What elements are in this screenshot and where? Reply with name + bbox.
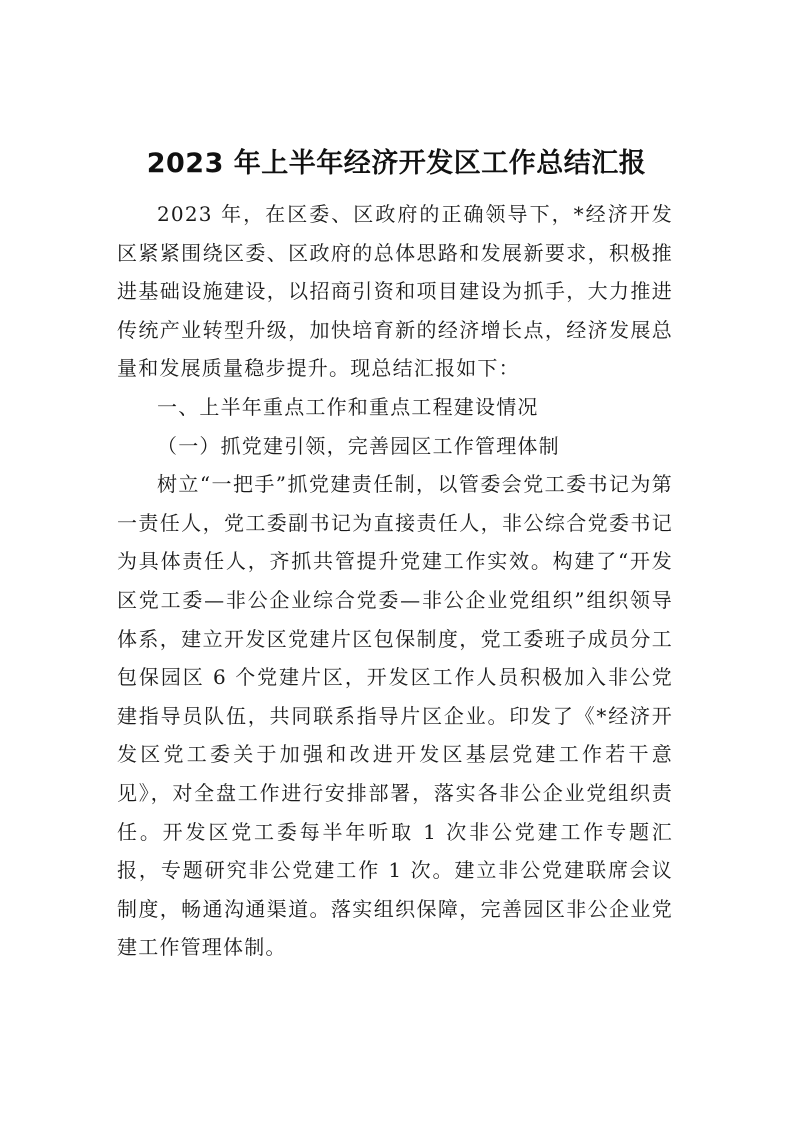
intro-paragraph: 2023 年，在区委、区政府的正确领导下，*经济开发区紧紧围绕区委、区政府的总体思路和发展新要求，积极推进基础设施建设，以招商引资和项目建设为抓手，大力推进传统产业转型升级，加快培育新的经济增长点，经济发展总量和发展质量稳步提升。现总结汇报如下： [117,202,673,381]
section-heading-1: 一、上半年重点工作和重点工程建设情况 [157,394,539,419]
document-body [117,195,673,967]
document-title: 2023 年上半年经济开发区工作总结汇报 [146,148,647,180]
subsection-heading-1: （一）抓党建引领，完善园区工作管理体制 [157,433,560,458]
body-paragraph: 树立“一把手”抓党建责任制，以管委会党工委书记为第一责任人，党工委副书记为直接责任人，非公综合党委书记为具体责任人，齐抓共管提升党建工作实效。构建了“开发区党工委—非公企业综合党委—非公企业党组织”组织领导体系，建立开发区党建片区包保制度，党工委班子成员分工包保园区 6 个党建片区，开发区工作人员积极加入非公党建指导员队伍，共同联系指导片区企业。印发了《*经济开发区党工委关于加强和改进开发区基层党建工作若干意见》，对全盘工作进行安排部署，落实各非公企业党组织责任。开发区党工委每半年听取 1 次非公党建工作专题汇报，专题研究非公党建工作 1 次。建立非公党建联席会议制度，畅通沟通渠道。落实组织保障，完善园区非公企业党建工作管理体制。 [117,472,673,960]
